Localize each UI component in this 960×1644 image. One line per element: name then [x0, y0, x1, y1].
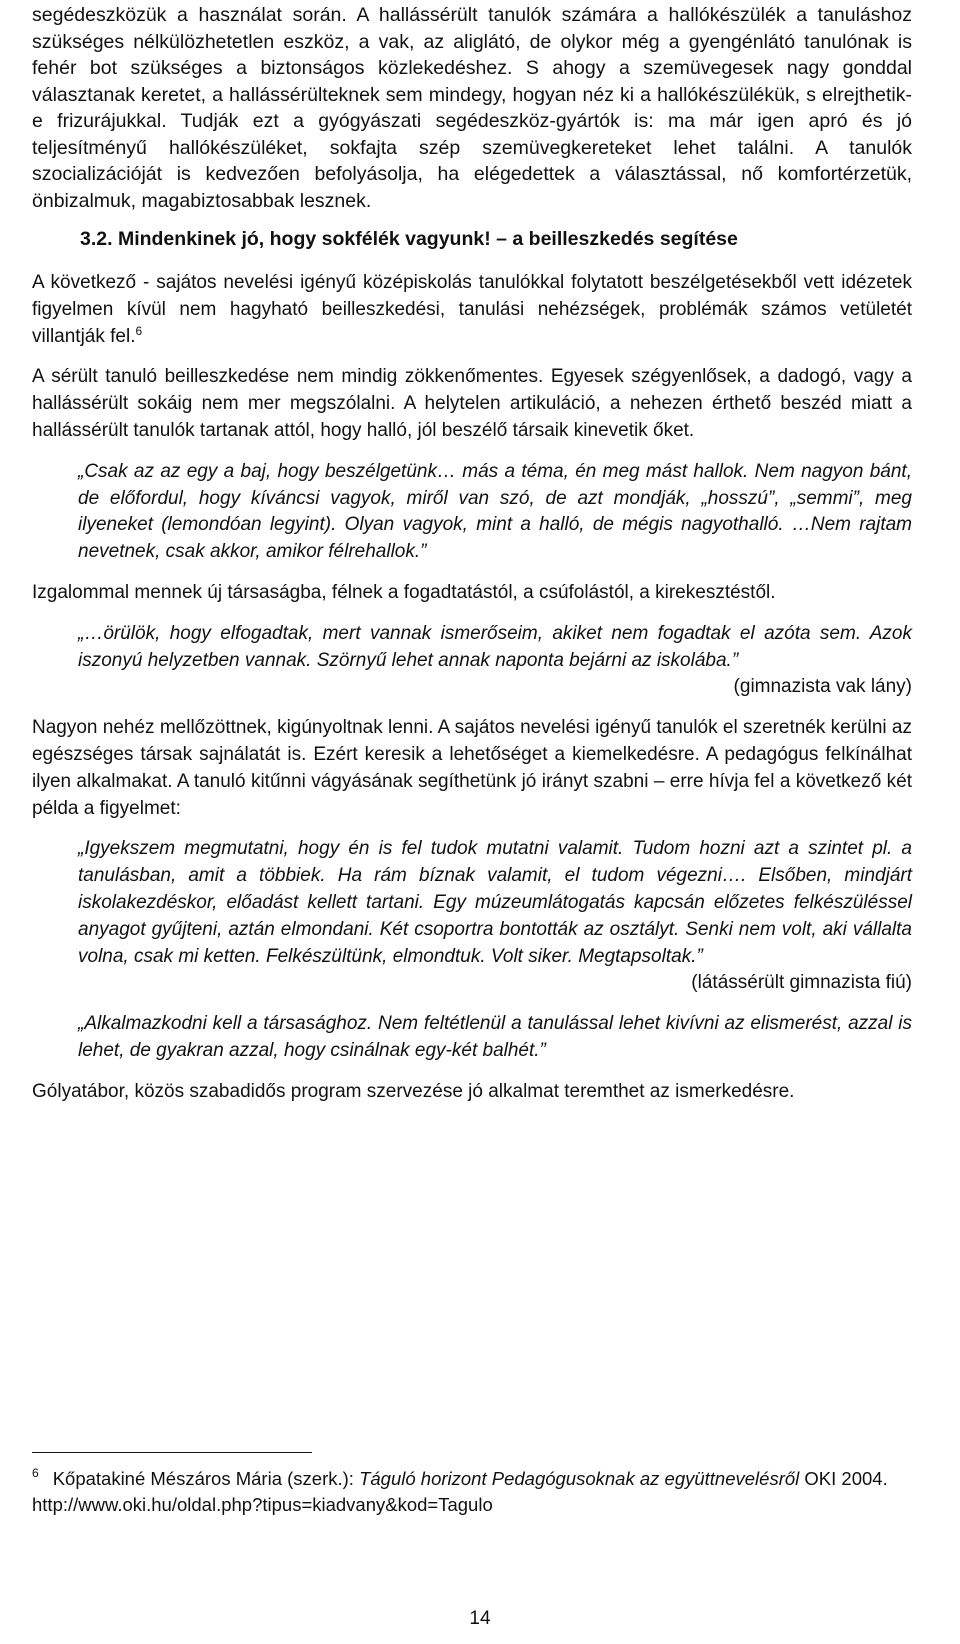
paragraph-integration: A sérült tanuló beilleszkedése nem mindig zökkenőmentes. Egyesek szégyenlősek, a dadogó, vagy a hallássérült sokáig nem mer megszólalni. A helytelen artikuláció, a nehezen érthető beszéd miatt a hallássérült tanulók tartanak attól, hogy halló, jól beszélő társaik kinevetik őket.	[32, 366, 912, 441]
footnote-publisher: OKI 2004.	[799, 1468, 888, 1489]
paragraph-anxiety: Izgalommal mennek új társaságba, félnek a fogadtatástól, a csúfolástól, a kirekesztéstől.	[32, 581, 776, 603]
footnote-author: Kőpatakiné Mészáros Mária (szerk.):	[52, 1468, 360, 1489]
footnote-6	[32, 1461, 912, 1492]
quote-visually-impaired-boy: „Igyekszem megmutatni, hogy én is fel tudok mutatni valamit. Tudom hozni azt a szintet pl. a tanulásban, amit a többiek. Ha rám bíznak valamit, el tudom végezni…. Elsőben, mindjárt iskolakezdéskor, előadást kellett tartani. Egy múzeumlátogatás kapcsán előzetes felkészüléssel anyagot gyűjteni, aztán elmondani. Két csoportra bontották az osztályt. Senki nem volt, aki vállalta volna, csak mi ketten. Felkészültünk, elmondtuk. Volt siker. Megtapsoltak.”	[78, 838, 912, 967]
quote-hearing-impaired: „Csak az az egy a baj, hogy beszélgetünk… más a téma, én meg mást hallok. Nem nagyon bánt, de előfordul, hogy kíváncsi vagyok, miről van szó, de azt mondják, „hosszú”, „semmi”, meg ilyeneket (lemondóan legyint). Olyan vagyok, mint a halló, de mégis nagyothalló. …Nem rajtam nevetnek, csak akkor, amikor félrehallok.”	[78, 460, 912, 563]
section-number: 3.2.	[80, 228, 113, 250]
page-number: 14	[469, 1608, 491, 1629]
quote-adaptation: „Alkalmazkodni kell a társasághoz. Nem feltétlenül a tanulással lehet kivívni az elismerést, azzal is lehet, de gyakran azzal, hogy csinálnak egy-két balhét.”	[78, 1013, 912, 1061]
paragraph-exclusion: Nagyon nehéz mellőzöttnek, kigúnyoltnak lenni. A sajátos nevelési igényű tanulók el szeretnék kerülni az egészséges társak sajnálatát is. Ezért keresik a lehetőséget a kiemelkedésre. A pedagógus felkínálhat ilyen alkalmakat. A tanuló kitűnni vágyásának segíthetünk jó irányt szabni – erre hívja fel a következő két példa a figyelmet:	[32, 717, 912, 819]
footnote-url-link[interactable]: http://www.oki.hu/oldal.php?tipus=kiadvany&kod=Tagulo	[32, 1493, 493, 1515]
intro-text: A következő - sajátos nevelési igényű középiskolás tanulókkal folytatott beszélgetésekből vett idézetek figyelmen kívül nem hagyható beilleszkedési, tanulási nehézségek, problémák számos vetületét villantják fel.	[32, 272, 912, 347]
paragraph-freshman-camp: Gólyatábor, közös szabadidős program szervezése jó alkalmat teremthet az ismerkedésre.	[32, 1080, 795, 1102]
intro-paragraph	[32, 270, 912, 350]
section-subtitle: – a beilleszkedés segítése	[496, 228, 738, 250]
quote-blind-girl: „…örülök, hogy elfogadtak, mert vannak ismerőseim, akiket nem fogadtak el azóta sem. Azok iszonyú helyzetben vannak. Szörnyű lehet annak naponta bejárni az iskolába.”	[78, 622, 912, 671]
footnote-separator	[32, 1452, 312, 1453]
section-title: Mindenkinek jó, hogy sokfélék vagyunk!	[117, 228, 491, 250]
footnotes	[32, 1452, 912, 1517]
section-heading	[80, 226, 912, 252]
lead-paragraph: segédeszközük a használat során. A hallássérült tanulók számára a hallókészülék a tanuláshoz szükséges nélkülözhetetlen eszköz, a vak, az aliglátó, de olykor még a gyengénlátó tanulónak is fehér bot szükséges a biztonságos közlekedéshez. S ahogy a szemüvegesek nagy gonddal választanak keretet, a hallássérülteknek sem mindegy, hogyan néz ki a hallókészülékük, s elrejthetik-e frizurájukkal. Tudják ezt a gyógyászati segédeszköz-gyártók is: ma már igen apró és jó teljesítményű hallókészüléket, sokfajta szép szemüvegkereteket lehet találni. A tanulók szocializációját is kedvezően befolyásolja, ha elégedettek a választással, nő komfortérzetük, önbizalmuk, magabiztosabbak lesznek.	[32, 4, 912, 212]
footnote-title: Táguló horizont Pedagógusoknak az együttnevelésről	[359, 1468, 800, 1489]
footnote-reference: 6	[135, 323, 143, 338]
document-page	[32, 0, 912, 1106]
attribution-blind-girl: (gimnazista vak lány)	[733, 676, 912, 698]
attribution-visually-impaired-boy: (látássérült gimnazista fiú)	[691, 972, 912, 994]
footnote-number: 6	[32, 1466, 39, 1480]
